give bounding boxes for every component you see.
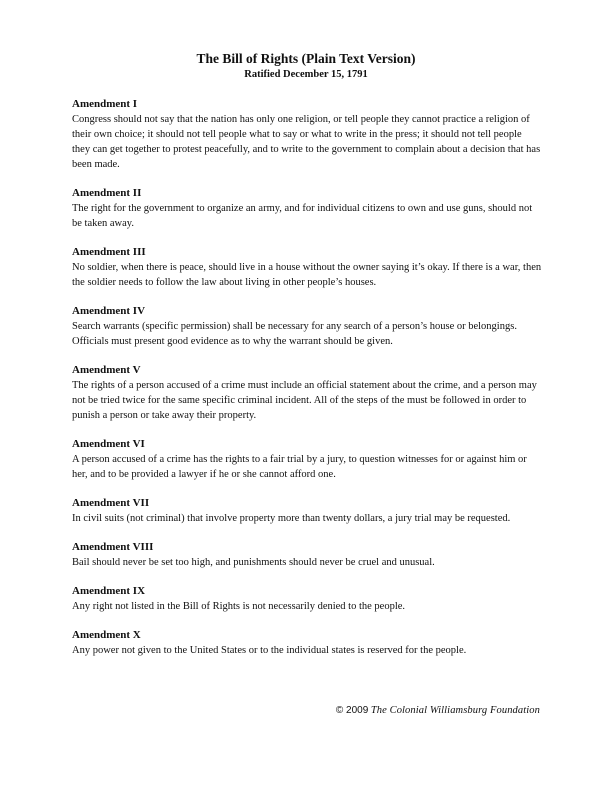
amendment-text: Bail should never be set too high, and punishments should never be cruel and unusual. bbox=[72, 557, 435, 568]
amendment-heading: Amendment X bbox=[72, 629, 141, 641]
amendment-heading: Amendment V bbox=[72, 364, 141, 376]
amendment-text: The rights of a person accused of a crime must include an official statement about the crime, and a person may not be tried twice for the same specific criminal incident. All of the steps of the must be followed in order to punish a person or take away their property. bbox=[72, 380, 537, 421]
amendment-3 bbox=[72, 245, 542, 290]
amendment-9 bbox=[72, 584, 542, 614]
amendment-7 bbox=[72, 496, 542, 526]
amendment-5 bbox=[72, 363, 542, 423]
amendment-text: The right for the government to organize an army, and for individual citizens to own and use guns, should not be taken away. bbox=[72, 203, 533, 229]
amendment-heading: Amendment II bbox=[72, 187, 142, 199]
amendment-text: In civil suits (not criminal) that involve property more than twenty dollars, a jury trial may be requested. bbox=[72, 513, 511, 524]
organization-name: The Colonial Williamsburg Foundation bbox=[370, 705, 540, 716]
amendment-2 bbox=[72, 186, 542, 231]
amendment-text: Any right not listed in the Bill of Rights is not necessarily denied to the people. bbox=[72, 601, 406, 612]
amendment-heading: Amendment VI bbox=[72, 438, 145, 450]
amendment-6 bbox=[72, 437, 542, 482]
amendment-8 bbox=[72, 540, 542, 570]
amendment-text: Any power not given to the United States or to the individual states is reserved for the people. bbox=[72, 645, 467, 656]
amendment-heading: Amendment III bbox=[72, 246, 146, 258]
copyright-notice: © 2009 bbox=[335, 705, 369, 716]
amendments-list bbox=[72, 97, 542, 672]
amendment-10 bbox=[72, 628, 542, 658]
copyright-footer bbox=[336, 704, 540, 718]
amendment-text: A person accused of a crime has the rights to a fair trial by a jury, to question witnesses for or against him or her, and to be provided a lawyer if he or she cannot afford one. bbox=[72, 454, 527, 480]
amendment-text: Search warrants (specific permission) shall be necessary for any search of a person’s house or belongings. Officials must present good evidence as to why the warrant should be given. bbox=[72, 321, 517, 347]
amendment-heading: Amendment VII bbox=[72, 497, 150, 509]
amendment-heading: Amendment VIII bbox=[72, 541, 154, 553]
amendment-heading: Amendment I bbox=[72, 98, 138, 110]
document-title: The Bill of Rights (Plain Text Version) bbox=[196, 51, 416, 66]
amendment-1 bbox=[72, 97, 542, 172]
amendment-text: No soldier, when there is peace, should live in a house without the owner saying it’s okay. If there is a war, then the soldier needs to follow the law about living in other people’s houses. bbox=[72, 262, 542, 288]
amendment-text: Congress should not say that the nation has only one religion, or tell people they cannot practice a religion of their own choice; it should not tell people what to say or what to write in the press; it should not tell people they can get together to protest peacefully, and to write to the government to complain about a decision that has been made. bbox=[72, 114, 541, 170]
amendment-heading: Amendment IX bbox=[72, 585, 146, 597]
amendment-4 bbox=[72, 304, 542, 349]
document-subtitle: Ratified December 15, 1791 bbox=[244, 69, 368, 80]
amendment-heading: Amendment IV bbox=[72, 305, 146, 317]
